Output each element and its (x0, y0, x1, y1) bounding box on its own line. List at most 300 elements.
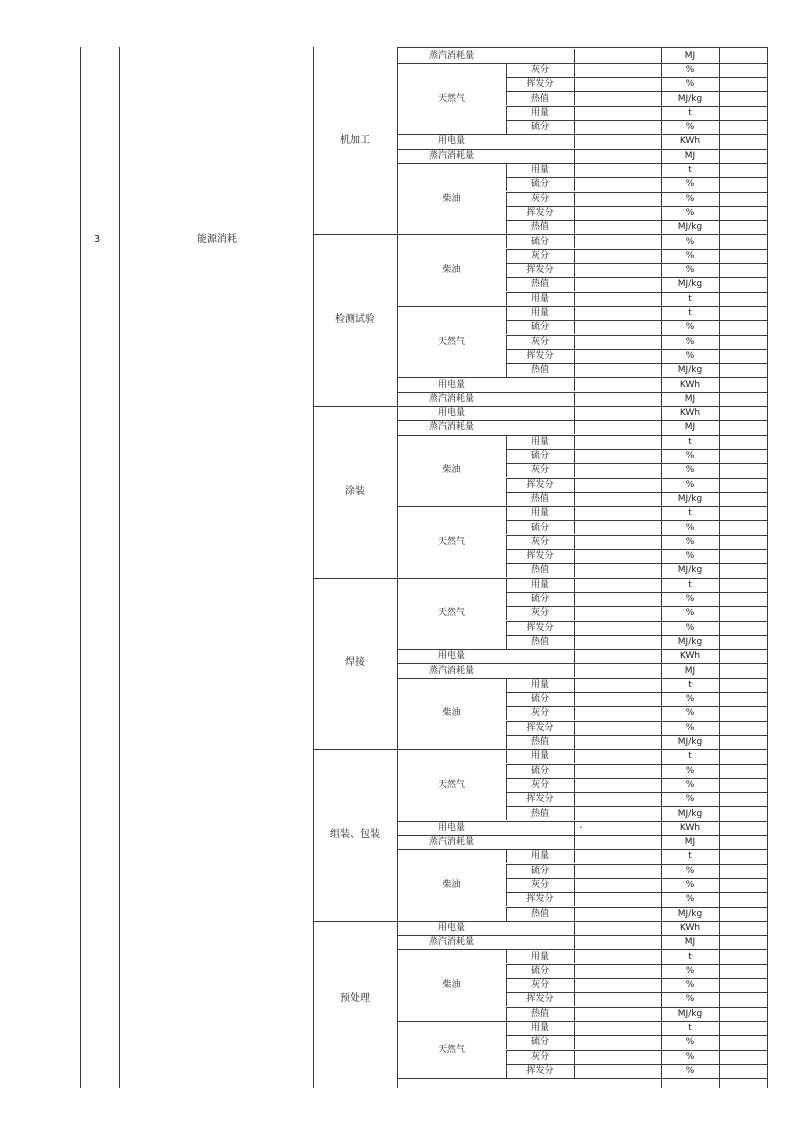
property-ash: 灰分 (530, 880, 549, 890)
unit-heat: MJ/kg (677, 1009, 703, 1019)
unit-ash: % (685, 1052, 695, 1062)
row-rule (506, 349, 767, 350)
row-rule (506, 520, 767, 521)
unit-volatile: % (685, 551, 695, 561)
property-ash: 灰分 (530, 780, 549, 790)
rule-property-left (506, 220, 507, 234)
unit-volatile: % (685, 480, 695, 490)
property-amount: 用量 (530, 680, 549, 690)
process-rule (313, 749, 767, 750)
rule-property-left (506, 806, 507, 820)
group-rule (397, 1021, 767, 1022)
group-rule (397, 63, 767, 64)
unit-ash: % (685, 880, 695, 890)
group-rule (397, 678, 767, 679)
property-ash: 灰分 (530, 980, 549, 990)
item-electricity: 用电量 (437, 651, 465, 661)
unit-mj: MJ (684, 837, 696, 847)
item-diesel: 柴油 (442, 465, 461, 475)
rule-property-left (506, 63, 507, 77)
unit-amount: t (688, 580, 692, 590)
rule-property-left (506, 635, 507, 649)
group-rule (397, 649, 767, 650)
row-rule (506, 363, 767, 364)
unit-heat: MJ/kg (677, 222, 703, 232)
item-natural-gas: 天然气 (437, 94, 465, 104)
unit-heat: MJ/kg (677, 494, 703, 504)
rule-property-right (574, 363, 575, 377)
unit-amount: t (688, 108, 692, 118)
rule-property-left (506, 992, 507, 1006)
row-rule (506, 277, 767, 278)
item-diesel: 柴油 (442, 880, 461, 890)
property-heat: 热值 (530, 222, 549, 232)
rule-property-left (506, 1021, 507, 1035)
property-sulfur: 硫分 (530, 866, 549, 876)
property-volatile: 挥发分 (526, 265, 554, 275)
unit-sulfur: % (685, 1037, 695, 1047)
unit-amount: t (688, 851, 692, 861)
rule-property-right (574, 935, 575, 949)
row-rule (506, 992, 767, 993)
rule-after-unit (719, 47, 720, 1088)
item-diesel: 柴油 (442, 980, 461, 990)
rule-property-right (574, 263, 575, 277)
property-volatile: 挥发分 (526, 994, 554, 1004)
rule-property-left (506, 506, 507, 520)
process-rule (313, 234, 767, 235)
rule-property-left (506, 277, 507, 291)
rule-property-right (574, 420, 575, 434)
scan-speck (580, 826, 582, 828)
property-heat: 热值 (530, 1009, 549, 1019)
property-amount: 用量 (530, 508, 549, 518)
item-electricity: 用电量 (437, 380, 465, 390)
property-sulfur: 硫分 (530, 694, 549, 704)
item-electricity: 用电量 (437, 923, 465, 933)
row-rule (506, 220, 767, 221)
row-rule (506, 249, 767, 250)
rule-property-right (574, 392, 575, 406)
group-rule (397, 849, 767, 850)
property-heat: 热值 (530, 737, 549, 747)
rule-property-right (574, 292, 575, 306)
unit-kwh: KWh (679, 136, 701, 146)
unit-volatile: % (685, 1066, 695, 1076)
row-rule (506, 192, 767, 193)
unit-heat: MJ/kg (677, 94, 703, 104)
property-volatile: 挥发分 (526, 623, 554, 633)
group-rule (397, 821, 767, 822)
rule-property-right (574, 306, 575, 320)
unit-kwh: KWh (679, 923, 701, 933)
unit-heat: MJ/kg (677, 279, 703, 289)
property-volatile: 挥发分 (526, 208, 554, 218)
unit-volatile: % (685, 208, 695, 218)
process-name: 组装、包装 (330, 829, 380, 840)
unit-sulfur: % (685, 866, 695, 876)
rule-property-left (506, 520, 507, 534)
group-rule (397, 377, 767, 378)
unit-sulfur: % (685, 766, 695, 776)
item-natural-gas: 天然气 (437, 608, 465, 618)
rule-property-left (506, 978, 507, 992)
rule-property-left (506, 435, 507, 449)
unit-amount: t (688, 751, 692, 761)
item-natural-gas: 天然气 (437, 1045, 465, 1055)
property-sulfur: 硫分 (530, 237, 549, 247)
rule-property-right (574, 349, 575, 363)
group-rule (397, 420, 767, 421)
rule-property-right (574, 892, 575, 906)
rule-property-left (506, 449, 507, 463)
unit-mj: MJ (684, 422, 696, 432)
rule-property-right (574, 921, 575, 935)
unit-sulfur: % (685, 451, 695, 461)
property-amount: 用量 (530, 580, 549, 590)
unit-heat: MJ/kg (677, 909, 703, 919)
item-electricity: 用电量 (437, 823, 465, 833)
rule-property-right (574, 749, 575, 763)
process-rule (313, 406, 767, 407)
rule-property-left (506, 892, 507, 906)
unit-amount: t (688, 294, 692, 304)
process-name: 检测试验 (335, 314, 375, 325)
rule-property-right (574, 806, 575, 820)
rule-property-left (506, 249, 507, 263)
unit-kwh: KWh (679, 651, 701, 661)
rule-property-right (574, 335, 575, 349)
group-rule (397, 149, 767, 150)
rule-property-right (574, 277, 575, 291)
rule-property-right (574, 1035, 575, 1049)
rule-property-left (506, 849, 507, 863)
row-rule (506, 878, 767, 879)
rule-property-right (574, 821, 575, 835)
rule-property-left (506, 320, 507, 334)
row-rule (506, 120, 767, 121)
property-volatile: 挥发分 (526, 723, 554, 733)
rule-property-left (506, 563, 507, 577)
row-rule (506, 978, 767, 979)
unit-sulfur: % (685, 322, 695, 332)
unit-volatile: % (685, 265, 695, 275)
row-rule (506, 206, 767, 207)
unit-ash: % (685, 708, 695, 718)
rule-after-category (313, 47, 314, 1088)
row-rule (506, 177, 767, 178)
unit-heat: MJ/kg (677, 365, 703, 375)
rule-property-right (574, 706, 575, 720)
rule-property-right (574, 77, 575, 91)
rule-property-right (574, 192, 575, 206)
rule-property-left (506, 692, 507, 706)
unit-amount: t (688, 165, 692, 175)
unit-sulfur: % (685, 179, 695, 189)
item-electricity: 用电量 (437, 408, 465, 418)
rule-property-right (574, 878, 575, 892)
rule-property-right (574, 592, 575, 606)
rule-property-right (574, 563, 575, 577)
unit-sulfur: % (685, 122, 695, 132)
rule-property-right (574, 978, 575, 992)
item-natural-gas: 天然气 (437, 537, 465, 547)
rule-property-left (506, 292, 507, 306)
unit-amount: t (688, 1023, 692, 1033)
rule-property-right (574, 406, 575, 420)
row-rule (506, 1064, 767, 1065)
rule-property-left (506, 335, 507, 349)
rule-property-right (574, 49, 575, 63)
property-ash: 灰分 (530, 194, 549, 204)
property-sulfur: 硫分 (530, 966, 549, 976)
rule-property-right (574, 449, 575, 463)
rule-property-right (574, 220, 575, 234)
rule-property-left (506, 478, 507, 492)
property-volatile: 挥发分 (526, 1066, 554, 1076)
rule-property-right (574, 692, 575, 706)
unit-mj: MJ (684, 151, 696, 161)
property-ash: 灰分 (530, 537, 549, 547)
unit-volatile: % (685, 723, 695, 733)
rule-property-right (574, 535, 575, 549)
item-diesel: 柴油 (442, 265, 461, 275)
item-steam: 蒸汽消耗量 (428, 837, 474, 847)
row-rule (506, 721, 767, 722)
row-number: 3 (93, 234, 101, 245)
row-rule (506, 621, 767, 622)
outer-rule-right (767, 47, 768, 1088)
row-rule (506, 592, 767, 593)
property-heat: 热值 (530, 637, 549, 647)
row-rule (506, 964, 767, 965)
rule-property-left (506, 463, 507, 477)
item-steam: 蒸汽消耗量 (428, 937, 474, 947)
rule-property-right (574, 177, 575, 191)
rule-property-left (506, 878, 507, 892)
property-sulfur: 硫分 (530, 766, 549, 776)
row-rule (506, 463, 767, 464)
unit-amount: t (688, 308, 692, 318)
row-rule (506, 792, 767, 793)
property-amount: 用量 (530, 165, 549, 175)
group-rule (397, 949, 767, 950)
unit-amount: t (688, 680, 692, 690)
property-heat: 热值 (530, 909, 549, 919)
unit-heat: MJ/kg (677, 565, 703, 575)
rule-property-left (506, 535, 507, 549)
rule-property-left (506, 964, 507, 978)
rule-property-left (506, 1007, 507, 1021)
rule-property-right (574, 234, 575, 248)
unit-volatile: % (685, 894, 695, 904)
unit-mj: MJ (684, 51, 696, 61)
group-rule (397, 835, 767, 836)
property-amount: 用量 (530, 108, 549, 118)
group-rule (397, 435, 767, 436)
rule-property-left (506, 778, 507, 792)
category-label: 能源消耗 (197, 234, 237, 245)
unit-sulfur: % (685, 523, 695, 533)
rule-property-right (574, 120, 575, 134)
property-heat: 热值 (530, 565, 549, 575)
process-name: 机加工 (340, 135, 370, 146)
process-name: 预处理 (340, 993, 370, 1004)
unit-amount: t (688, 508, 692, 518)
process-rule (313, 578, 767, 579)
row-rule (506, 907, 767, 908)
unit-volatile: % (685, 794, 695, 804)
rule-property-right (574, 907, 575, 921)
row-rule (506, 535, 767, 536)
rule-after-number (119, 47, 120, 1088)
row-rule (506, 778, 767, 779)
property-sulfur: 硫分 (530, 122, 549, 132)
rule-property-right (574, 992, 575, 1006)
row-rule (506, 735, 767, 736)
row-rule (506, 106, 767, 107)
unit-volatile: % (685, 351, 695, 361)
rule-property-right (574, 320, 575, 334)
rule-property-right (574, 63, 575, 77)
rule-property-left (506, 177, 507, 191)
unit-ash: % (685, 780, 695, 790)
rule-property-right (574, 249, 575, 263)
group-rule (397, 935, 767, 936)
group-rule (397, 392, 767, 393)
rule-property-right (574, 435, 575, 449)
rule-property-right (574, 1064, 575, 1078)
item-diesel: 柴油 (442, 708, 461, 718)
item-steam: 蒸汽消耗量 (428, 394, 474, 404)
row-rule (506, 1007, 767, 1008)
rule-property-right (574, 949, 575, 963)
row-rule (506, 263, 767, 264)
property-sulfur: 硫分 (530, 594, 549, 604)
property-ash: 灰分 (530, 251, 549, 261)
rule-property-right (574, 1050, 575, 1064)
property-amount: 用量 (530, 851, 549, 861)
property-volatile: 挥发分 (526, 79, 554, 89)
row-rule (506, 806, 767, 807)
row-rule (506, 77, 767, 78)
rule-property-right (574, 864, 575, 878)
row-rule (506, 1050, 767, 1051)
property-heat: 热值 (530, 365, 549, 375)
rule-property-right (574, 1021, 575, 1035)
property-amount: 用量 (530, 751, 549, 761)
property-ash: 灰分 (530, 708, 549, 718)
item-electricity: 用电量 (437, 136, 465, 146)
row-rule (506, 563, 767, 564)
row-rule (506, 492, 767, 493)
unit-ash: % (685, 608, 695, 618)
property-sulfur: 硫分 (530, 451, 549, 461)
unit-mj: MJ (684, 394, 696, 404)
unit-mj: MJ (684, 666, 696, 676)
rule-property-left (506, 592, 507, 606)
unit-heat: MJ/kg (677, 637, 703, 647)
row-rule (506, 320, 767, 321)
row-rule (506, 292, 767, 293)
process-rule (313, 921, 767, 922)
rule-property-right (574, 1007, 575, 1021)
property-volatile: 挥发分 (526, 480, 554, 490)
rule-property-right (574, 721, 575, 735)
item-diesel: 柴油 (442, 194, 461, 204)
unit-ash: % (685, 337, 695, 347)
rule-property-left (506, 578, 507, 592)
group-rule (397, 306, 767, 307)
unit-amount: t (688, 952, 692, 962)
unit-ash: % (685, 537, 695, 547)
rule-property-right (574, 478, 575, 492)
rule-property-left (506, 949, 507, 963)
property-ash: 灰分 (530, 608, 549, 618)
unit-mj: MJ (684, 937, 696, 947)
property-sulfur: 硫分 (530, 1037, 549, 1047)
unit-sulfur: % (685, 594, 695, 604)
row-rule (506, 764, 767, 765)
rule-property-right (574, 964, 575, 978)
rule-property-left (506, 349, 507, 363)
rule-property-right (574, 764, 575, 778)
rule-property-right (574, 849, 575, 863)
property-amount: 用量 (530, 952, 549, 962)
rule-property-left (506, 106, 507, 120)
rule-property-right (574, 91, 575, 105)
rule-property-left (506, 163, 507, 177)
rule-property-left (506, 1064, 507, 1078)
unit-volatile: % (685, 79, 695, 89)
property-ash: 灰分 (530, 337, 549, 347)
rule-property-right (574, 649, 575, 663)
rule-property-left (506, 1035, 507, 1049)
rule-property-left (506, 735, 507, 749)
rule-property-right (574, 578, 575, 592)
rule-property-left (506, 864, 507, 878)
unit-ash: % (685, 194, 695, 204)
row-rule (506, 706, 767, 707)
unit-ash: % (685, 980, 695, 990)
property-heat: 热值 (530, 494, 549, 504)
row-rule (506, 606, 767, 607)
top-rule (397, 47, 767, 48)
group-rule (397, 163, 767, 164)
row-rule (506, 449, 767, 450)
unit-heat: MJ/kg (677, 737, 703, 747)
unit-sulfur: % (685, 694, 695, 704)
row-rule (506, 864, 767, 865)
rule-property-left (506, 749, 507, 763)
property-amount: 用量 (530, 294, 549, 304)
property-sulfur: 硫分 (530, 322, 549, 332)
rule-property-right (574, 778, 575, 792)
row-rule (506, 91, 767, 92)
rule-property-left (506, 621, 507, 635)
property-amount: 用量 (530, 308, 549, 318)
rule-property-right (574, 635, 575, 649)
rule-property-right (574, 206, 575, 220)
unit-sulfur: % (685, 966, 695, 976)
property-volatile: 挥发分 (526, 351, 554, 361)
rule-property-left (506, 77, 507, 91)
unit-volatile: % (685, 994, 695, 1004)
rule-property-left (506, 792, 507, 806)
rule-property-left (506, 234, 507, 248)
unit-ash: % (685, 65, 695, 75)
outer-rule-left (80, 47, 81, 1088)
